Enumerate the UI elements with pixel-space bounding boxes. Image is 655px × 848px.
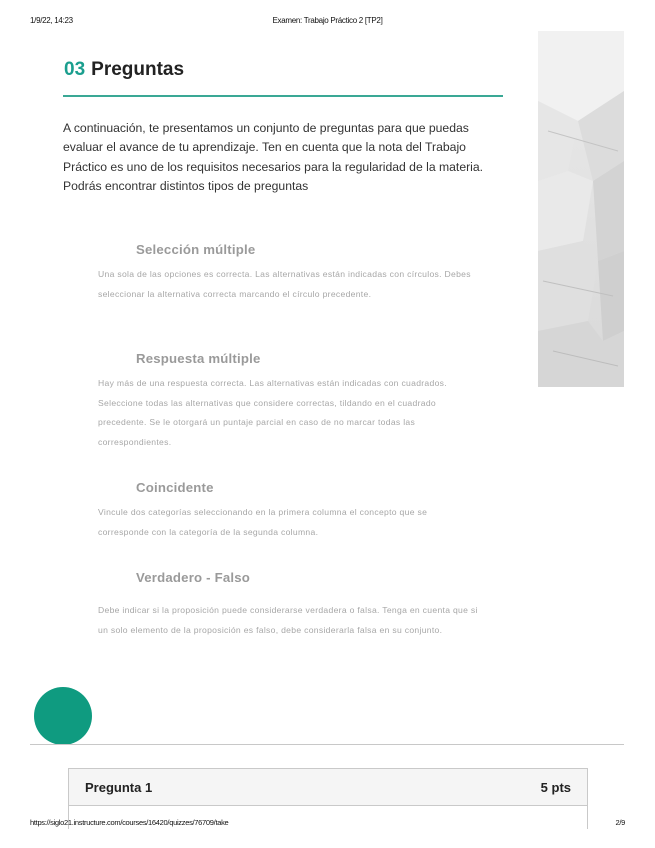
section-number: 03 [64,59,86,80]
heading-underline [63,95,503,97]
question-points: 5 pts [540,780,571,795]
print-date: 1/9/22, 14:23 [30,16,73,25]
question-type-matching [98,480,478,542]
print-page-number: 2/9 [615,818,625,827]
question-type-description: Debe indicar si la proposición puede considerarse verdadera o falsa. Tenga en cuenta que si un solo elemento de la proposición es falso, debe considerarla falsa en su conjunto. [98,605,478,635]
question-title: Pregunta 1 [85,780,153,795]
question-type-true-false [98,570,478,640]
question-type-title: Coincidente [136,480,214,495]
question-type-multiple-choice [98,242,478,304]
section-heading [64,59,184,81]
section-title: Preguntas [91,59,185,80]
abstract-glass-image [538,31,624,387]
decorative-circle [34,687,92,745]
print-doc-title: Examen: Trabajo Práctico 2 [TP2] [272,16,383,25]
question-type-description: Una sola de las opciones es correcta. Las alternativas están indicadas con círculos. Debes seleccionar la alternativa correcta marcando el círculo precedente. [98,269,471,299]
intro-paragraph: A continuación, te presentamos un conjunto de preguntas para que puedas evaluar el avance de tu aprendizaje. Ten en cuenta que la nota del Trabajo Práctico es uno de los requisitos necesarios para la regularidad de la materia. Podrás encontrar distintos tipos de preguntas [63,121,484,193]
question-header [69,769,587,806]
print-url: https://siglo21.instructure.com/courses/16420/quizzes/76709/take [30,818,229,827]
section-divider [30,744,624,745]
question-type-multiple-answer [98,351,478,452]
question-type-title: Verdadero - Falso [136,570,251,585]
print-footer [30,818,625,830]
print-header [30,16,625,28]
question-type-title: Selección múltiple [136,242,256,257]
decorative-side-image [538,31,624,387]
question-type-title: Respuesta múltiple [136,351,261,366]
question-type-description: Hay más de una respuesta correcta. Las alternativas están indicadas con cuadrados. Seleccione todas las alternativas que considere correctas, tildando en el cuadrado precedente. Se le otorgará un puntaje parcial en caso de no marcar todas las correspondientes. [98,378,447,447]
question-type-description: Vincule dos categorías seleccionando en la primera columna el concepto que se corresponde con la categoría de la segunda columna. [98,507,428,537]
